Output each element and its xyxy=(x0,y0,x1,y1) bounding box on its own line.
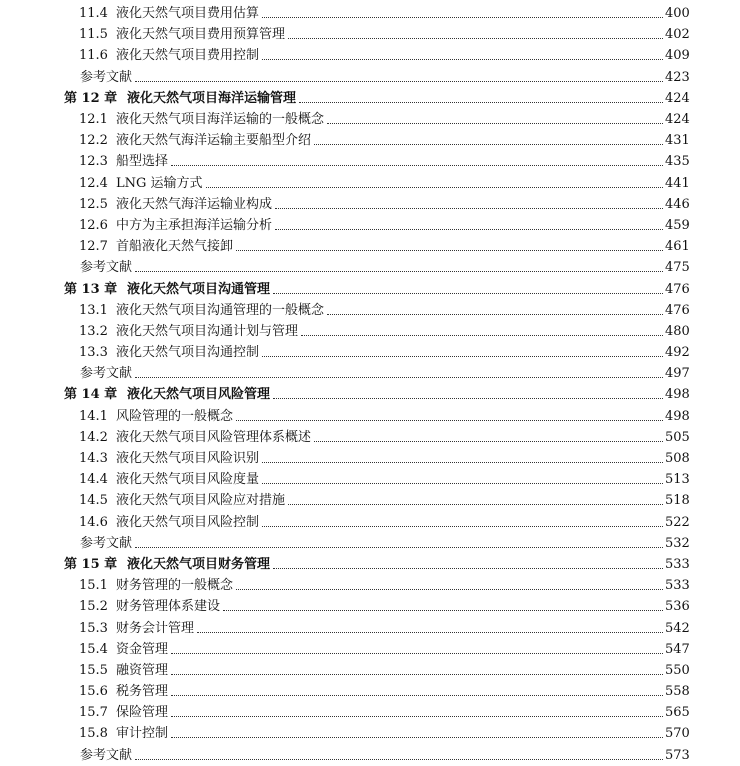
dot-leader xyxy=(135,537,663,548)
dot-leader xyxy=(275,219,663,230)
section-number: 11.5 xyxy=(79,27,108,43)
dot-leader xyxy=(299,92,663,103)
section-title: 财务管理体系建设 xyxy=(116,599,221,615)
toc-section-entry[interactable] xyxy=(0,575,740,596)
chapter-number: 第 13 章 xyxy=(64,281,118,297)
section-title: 液化天然气项目风险识别 xyxy=(116,451,260,467)
toc-references-entry[interactable] xyxy=(0,533,740,554)
page-number: 402 xyxy=(665,27,690,43)
section-number: 12.2 xyxy=(79,133,108,149)
section-title: 液化天然气项目沟通管理的一般概念 xyxy=(116,302,325,318)
toc-section-entry[interactable] xyxy=(0,24,740,45)
page-number: 558 xyxy=(665,684,690,700)
section-title: 资金管理 xyxy=(116,641,169,657)
chapter-number: 第 12 章 xyxy=(64,90,118,106)
section-title: 首船液化天然气接卸 xyxy=(116,239,234,255)
page-number: 431 xyxy=(665,133,690,149)
toc-chapter-entry[interactable] xyxy=(0,278,740,299)
references-label: 参考文献 xyxy=(80,366,133,382)
references-label: 参考文献 xyxy=(80,535,133,551)
dot-leader xyxy=(327,113,663,124)
chapter-title: 液化天然气项目财务管理 xyxy=(127,556,271,572)
dot-leader xyxy=(171,155,663,166)
section-number: 15.6 xyxy=(79,684,108,700)
section-title: 融资管理 xyxy=(116,662,169,678)
section-title: 液化天然气项目沟通计划与管理 xyxy=(116,323,299,339)
dot-leader xyxy=(288,28,663,39)
dot-leader xyxy=(223,600,663,611)
references-label: 参考文献 xyxy=(80,260,133,276)
section-title: 液化天然气海洋运输业构成 xyxy=(116,196,273,212)
section-number: 12.4 xyxy=(79,175,108,191)
dot-leader xyxy=(171,727,663,738)
toc-section-entry[interactable] xyxy=(0,681,740,702)
section-title: 液化天然气项目费用控制 xyxy=(116,48,260,64)
section-title: 液化天然气项目费用预算管理 xyxy=(116,27,286,43)
dot-leader xyxy=(135,367,663,378)
page-number: 505 xyxy=(665,429,690,445)
dot-leader xyxy=(135,71,663,82)
chapter-number: 第 14 章 xyxy=(64,387,118,403)
page-number: 533 xyxy=(665,578,690,594)
dot-leader xyxy=(262,346,663,357)
dot-leader xyxy=(275,198,663,209)
page-number: 441 xyxy=(665,175,690,191)
toc-references-entry[interactable] xyxy=(0,67,740,88)
section-title: 液化天然气海洋运输主要船型介绍 xyxy=(116,133,312,149)
toc-section-entry[interactable] xyxy=(0,173,740,194)
section-title: 液化天然气项目沟通控制 xyxy=(116,345,260,361)
dot-leader xyxy=(135,261,663,272)
page-number: 542 xyxy=(665,620,690,636)
section-number: 15.7 xyxy=(79,705,108,721)
page-number: 513 xyxy=(665,472,690,488)
page-number: 435 xyxy=(665,154,690,170)
page-number: 475 xyxy=(665,260,690,276)
page-number: 498 xyxy=(665,408,690,424)
toc-section-entry[interactable] xyxy=(0,300,740,321)
page-number: 532 xyxy=(665,535,690,551)
section-number: 12.6 xyxy=(79,217,108,233)
page-number: 536 xyxy=(665,599,690,615)
chapter-title: 液化天然气项目风险管理 xyxy=(127,387,271,403)
dot-leader xyxy=(206,177,663,188)
page-number: 476 xyxy=(665,281,690,297)
toc-section-entry[interactable] xyxy=(0,639,740,660)
dot-leader xyxy=(288,494,663,505)
toc-section-entry[interactable] xyxy=(0,342,740,363)
toc-chapter-entry[interactable] xyxy=(0,88,740,109)
page-number: 508 xyxy=(665,451,690,467)
page-number: 550 xyxy=(665,662,690,678)
toc-section-entry[interactable] xyxy=(0,194,740,215)
toc-references-entry[interactable] xyxy=(0,257,740,278)
section-number: 12.1 xyxy=(79,112,108,128)
section-title: 风险管理的一般概念 xyxy=(116,408,234,424)
toc-section-entry[interactable] xyxy=(0,109,740,130)
section-title: 液化天然气项目海洋运输的一般概念 xyxy=(116,112,325,128)
page-number: 498 xyxy=(665,387,690,403)
toc-references-entry[interactable] xyxy=(0,363,740,384)
section-number: 15.3 xyxy=(79,620,108,636)
section-number: 15.1 xyxy=(79,578,108,594)
section-number: 14.4 xyxy=(79,472,108,488)
section-number: 14.3 xyxy=(79,451,108,467)
section-number: 14.5 xyxy=(79,493,108,509)
page-number: 565 xyxy=(665,705,690,721)
page-number: 461 xyxy=(665,239,690,255)
section-title: 中方为主承担海洋运输分析 xyxy=(116,217,273,233)
chapter-title: 液化天然气项目海洋运输管理 xyxy=(127,90,297,106)
section-number: 12.7 xyxy=(79,239,108,255)
toc-section-entry[interactable] xyxy=(0,617,740,638)
toc-section-entry[interactable] xyxy=(0,512,740,533)
page-number: 522 xyxy=(665,514,690,530)
section-number: 12.3 xyxy=(79,154,108,170)
toc-chapter-entry[interactable] xyxy=(0,384,740,405)
dot-leader xyxy=(171,664,663,675)
page-number: 476 xyxy=(665,302,690,318)
page-number: 409 xyxy=(665,48,690,64)
toc-section-entry[interactable] xyxy=(0,490,740,511)
dot-leader xyxy=(135,749,663,760)
toc-section-entry[interactable] xyxy=(0,3,740,24)
section-title: 液化天然气项目风险度量 xyxy=(116,472,260,488)
section-title: 液化天然气项目风险控制 xyxy=(116,514,260,530)
toc-section-entry[interactable] xyxy=(0,151,740,172)
section-number: 15.5 xyxy=(79,662,108,678)
dot-leader xyxy=(273,388,663,399)
section-number: 15.4 xyxy=(79,641,108,657)
page-number: 400 xyxy=(665,6,690,22)
toc-section-entry[interactable] xyxy=(0,469,740,490)
section-title: LNG 运输方式 xyxy=(116,175,203,191)
toc-section-entry[interactable] xyxy=(0,406,740,427)
page-number: 573 xyxy=(665,747,690,763)
dot-leader xyxy=(236,410,663,421)
dot-leader xyxy=(171,685,663,696)
dot-leader xyxy=(171,643,663,654)
section-number: 11.6 xyxy=(79,48,108,64)
references-label: 参考文献 xyxy=(80,747,133,763)
page-number: 497 xyxy=(665,366,690,382)
section-title: 保险管理 xyxy=(116,705,169,721)
dot-leader xyxy=(273,283,663,294)
dot-leader xyxy=(314,134,663,145)
toc-section-entry[interactable] xyxy=(0,321,740,342)
toc-section-entry[interactable] xyxy=(0,702,740,723)
dot-leader xyxy=(262,452,663,463)
toc-section-entry[interactable] xyxy=(0,448,740,469)
dot-leader xyxy=(236,579,663,590)
references-label: 参考文献 xyxy=(80,69,133,85)
section-title: 液化天然气项目费用估算 xyxy=(116,6,260,22)
toc-section-entry[interactable] xyxy=(0,660,740,681)
section-title: 液化天然气项目风险应对措施 xyxy=(116,493,286,509)
section-number: 11.4 xyxy=(79,6,108,22)
page-number: 446 xyxy=(665,196,690,212)
page-number: 547 xyxy=(665,641,690,657)
dot-leader xyxy=(236,240,663,251)
chapter-number: 第 15 章 xyxy=(64,556,118,572)
section-number: 14.1 xyxy=(79,408,108,424)
page-number: 570 xyxy=(665,726,690,742)
page-number: 424 xyxy=(665,112,690,128)
dot-leader xyxy=(327,304,663,315)
section-title: 税务管理 xyxy=(116,684,169,700)
dot-leader xyxy=(262,49,663,60)
dot-leader xyxy=(301,325,663,336)
dot-leader xyxy=(171,706,663,717)
page-number: 492 xyxy=(665,345,690,361)
table-of-contents xyxy=(0,3,740,766)
dot-leader xyxy=(262,7,663,18)
section-number: 12.5 xyxy=(79,196,108,212)
dot-leader xyxy=(314,431,663,442)
section-title: 财务管理的一般概念 xyxy=(116,578,234,594)
toc-section-entry[interactable] xyxy=(0,130,740,151)
dot-leader xyxy=(262,516,663,527)
section-title: 船型选择 xyxy=(116,154,169,170)
section-number: 13.2 xyxy=(79,323,108,339)
toc-section-entry[interactable] xyxy=(0,236,740,257)
toc-section-entry[interactable] xyxy=(0,427,740,448)
toc-section-entry[interactable] xyxy=(0,45,740,66)
toc-chapter-entry[interactable] xyxy=(0,554,740,575)
section-number: 13.1 xyxy=(79,302,108,318)
page-number: 518 xyxy=(665,493,690,509)
section-number: 14.2 xyxy=(79,429,108,445)
section-number: 15.2 xyxy=(79,599,108,615)
section-number: 14.6 xyxy=(79,514,108,530)
page-number: 533 xyxy=(665,556,690,572)
toc-references-entry[interactable] xyxy=(0,745,740,766)
section-title: 审计控制 xyxy=(116,726,169,742)
page-number: 459 xyxy=(665,217,690,233)
dot-leader xyxy=(273,558,663,569)
section-number: 15.8 xyxy=(79,726,108,742)
toc-section-entry[interactable] xyxy=(0,723,740,744)
section-title: 财务会计管理 xyxy=(116,620,195,636)
chapter-title: 液化天然气项目沟通管理 xyxy=(127,281,271,297)
page-number: 423 xyxy=(665,69,690,85)
dot-leader xyxy=(262,473,663,484)
dot-leader xyxy=(197,622,663,633)
section-title: 液化天然气项目风险管理体系概述 xyxy=(116,429,312,445)
section-number: 13.3 xyxy=(79,345,108,361)
toc-section-entry[interactable] xyxy=(0,596,740,617)
page-number: 480 xyxy=(665,323,690,339)
page-number: 424 xyxy=(665,90,690,106)
toc-section-entry[interactable] xyxy=(0,215,740,236)
